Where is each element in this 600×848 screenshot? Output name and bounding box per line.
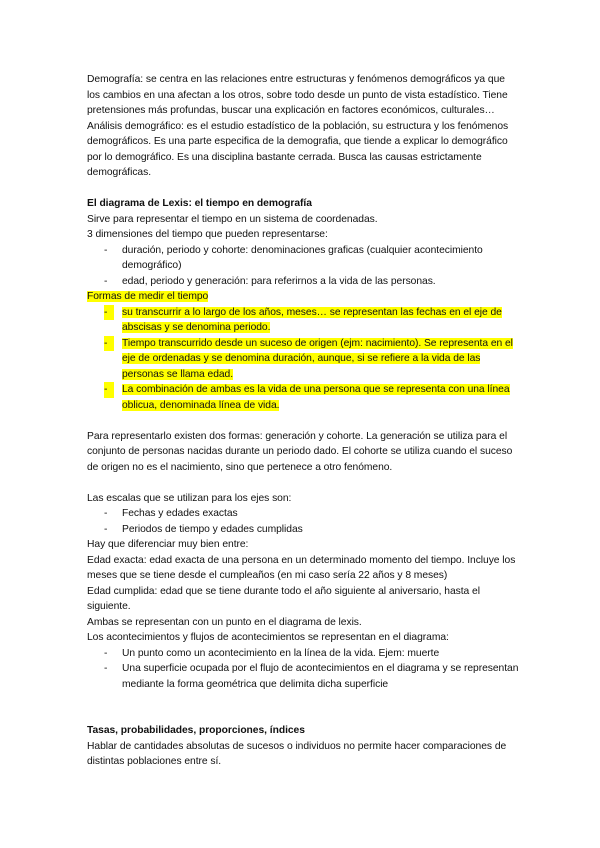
ambas-line: Ambas se representan con un punto en el diagrama de lexis. [87, 616, 362, 628]
bullet: - [104, 647, 108, 659]
tasas-heading: Tasas, probabilidades, proporciones, índices [87, 725, 305, 736]
edad-cumplida-definition: Edad cumplida: edad que se tiene durante todo el año siguiente al aniversario, hasta el siguiente. [87, 585, 480, 612]
formas-title: Formas de medir el tiempo [87, 291, 209, 302]
list-item: - La combinación de ambas es la vida de una persona que se representa con una línea oblicua, denominada línea de vida. [104, 384, 510, 411]
escalas-intro: Las escalas que se utilizan para los ejes son: [87, 492, 292, 504]
bullet: - [104, 275, 108, 287]
lexis-line-2: 3 dimensiones del tiempo que pueden representarse: [87, 229, 328, 240]
escalas-list [87, 506, 520, 537]
formas-list [87, 305, 520, 414]
bullet: - [104, 244, 108, 256]
tasas-text: Hablar de cantidades absolutas de sucesos o individuos no permite hacer comparaciones de distintas poblaciones entre sí. [87, 740, 507, 767]
list-item: - Un punto como un acontecimiento en la línea de la vida. Ejem: muerte [87, 646, 520, 662]
analisis-definition: Análisis demográfico: es el estudio estadístico de la población, su estructura y los fenómenos demográficos. Es una parte especifica de la demografia, que tiende a explicar lo demográfico por lo demográfico. Es una disciplina bastante cerrada. Busca las causas estrictamente demográficas. [87, 120, 509, 178]
bullet: - [104, 305, 114, 321]
lexis-heading: El diagrama de Lexis: el tiempo en demografía [87, 198, 312, 209]
bullet: - [104, 508, 108, 519]
acontecimientos-list [87, 646, 520, 693]
list-item: - duración, periodo y cohorte: denominaciones graficas (cualquier acontecimiento demográfico) [104, 244, 483, 271]
list-item: - su transcurrir a lo largo de los años, meses… se representan las fechas en el eje de abscisas y se denomina periodo. [104, 306, 502, 333]
bullet: - [104, 663, 108, 674]
representar-paragraph: Para representarlo existen dos formas: generación y cohorte. La generación se utiliza para el conjunto de personas nacidas durante un periodo dado. El cohorte se utiliza cuando el suceso de origen no es el nacimiento, sino que pertenece a otro fenómeno. [87, 430, 513, 473]
demografia-definition: Demografía: se centra en las relaciones entre estructuras y fenómenos demográficos ya que los cambios en una afectan a los otros, sobre todo desde un punto de vista estadístico. Tiene pretensiones más profundas, buscar una explicación en factores económicos, culturales… [87, 74, 508, 116]
list-item: - edad, periodo y generación: para referirnos a la vida de las personas. [87, 274, 520, 290]
lexis-line-1: Sirve para representar el tiempo en un sistema de coordenadas. [87, 213, 378, 225]
diferenciar-line: Hay que diferenciar muy bien entre: [87, 539, 249, 550]
list-item: - Periodos de tiempo y edades cumplidas [87, 522, 520, 538]
list-item: - Fechas y edades exactas [87, 506, 520, 522]
bullet: - [104, 523, 108, 535]
list-item: - Tiempo transcurrido desde un suceso de origen (ejm: nacimiento). Se representa en el eje de ordenadas y se denomina duración, aunque, si se refiere a la vida de las personas se llama edad. [104, 337, 513, 380]
dimensions-list [87, 243, 520, 290]
edad-exacta-definition: Edad exacta: edad exacta de una persona en un determinado momento del tiempo. Incluye los meses que se tiene desde el cumpleaños (en mi caso sería 22 años y 8 meses) [87, 554, 516, 581]
bullet: - [104, 382, 114, 398]
bullet: - [104, 336, 114, 352]
list-item: - Una superficie ocupada por el flujo de acontecimientos en el diagrama y se representan mediante la forma geométrica que delimita dicha superficie [104, 663, 519, 690]
acontecimientos-line: Los acontecimientos y flujos de acontecimientos se representan en el diagrama: [87, 632, 449, 643]
